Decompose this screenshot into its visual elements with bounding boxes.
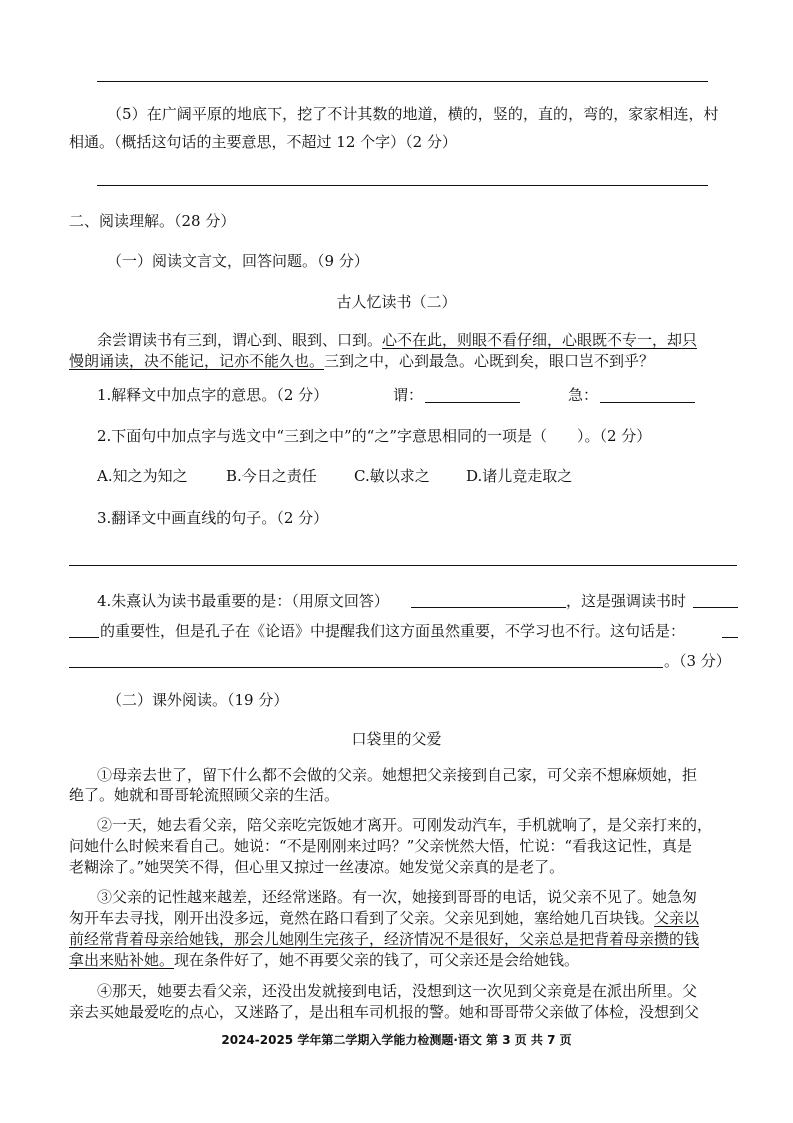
- passage-text: 余尝谓读书有三到，谓心到、眼到、口到。: [97, 331, 383, 349]
- question-3: 3.翻译文中画直线的句子。（2 分）: [97, 509, 329, 527]
- option-c[interactable]: C.敏以求之: [354, 467, 430, 485]
- question-4-part-4: 。（3 分）: [664, 652, 731, 670]
- paragraph-1-line-1: ①母亲去世了，留下什么都不会做的父亲。她想把父亲接到自己家，可父亲不想麻烦她，拒: [97, 766, 698, 784]
- story-title: 口袋里的父爱: [351, 730, 442, 748]
- answer-line: [69, 565, 737, 566]
- paragraph-text: 现在条件好了，她不再要父亲的钱了，可父亲还是会给她钱。: [174, 951, 580, 969]
- paragraph-2-line-1: ②一天，她去看父亲，陪父亲吃完饭她才离开。可刚发动汽车，手机就响了，是父亲打来的，: [97, 816, 713, 834]
- paragraph-3-line-1: ③父亲的记性越来越差，还经常迷路。有一次，她接到哥哥的电话，说父亲不见了。她急匆: [97, 888, 698, 906]
- word-label-1: 谓：: [393, 386, 424, 404]
- passage-title: 古人忆读书（二）: [336, 293, 457, 311]
- answer-blank[interactable]: [69, 667, 663, 668]
- option-d[interactable]: D.诸儿竞走取之: [466, 467, 573, 485]
- option-a[interactable]: A.知之为知之: [97, 467, 188, 485]
- option-b[interactable]: B.今日之责任: [226, 467, 317, 485]
- underlined-sentence: 慢朗诵读，决不能记，记亦不能久也。: [69, 352, 325, 370]
- paragraph-3-line-4: [69, 950, 579, 970]
- underlined-sentence: 心不在此，则眼不看仔细，心眼既不专一，却只: [382, 331, 698, 349]
- paragraph-2-line-2: 问她什么时候来看自己。她说：“不是刚刚来过吗？”父亲恍然大悟，忙说：“看我这记性，真是: [69, 837, 693, 855]
- answer-blank[interactable]: [425, 402, 520, 403]
- paragraph-1-line-2: 绝了。她就和哥哥轮流照顾父亲的生活。: [69, 786, 340, 804]
- answer-blank[interactable]: [69, 637, 99, 638]
- question-5-line-1: （5）在广阔平原的地底下，挖了不计其数的地道，横的，竖的，直的，弯的，家家相连，村: [107, 105, 719, 123]
- question-2: 2.下面句中加点字与选文中“三到之中”的“之”字意思相同的一项是（ ）。（2 分）: [97, 427, 652, 445]
- paragraph-3-line-3: 前经常背着母亲给她钱，那会儿她刚生完孩子，经济情况不是很好，父亲总是把背着母亲攒的钱: [69, 930, 700, 948]
- paragraph-4-line-2: 亲去买她最爱吃的点心，又迷路了，是出租车司机报的警。她和哥哥带父亲做了体检，没想到父: [69, 1003, 700, 1021]
- question-4-part-2: ，这是强调读书时: [566, 592, 687, 610]
- word-label-2: 急：: [568, 386, 599, 404]
- page-footer: 2024-2025 学年第二学期入学能力检测题·语文 第 3 页 共 7 页: [221, 1033, 572, 1047]
- part-1-title: （一）阅读文言文，回答问题。（9 分）: [107, 252, 369, 270]
- answer-blank[interactable]: [693, 607, 738, 608]
- question-1: 1.解释文中加点字的意思。（2 分）: [97, 386, 329, 404]
- paragraph-4-line-1: ④那天，她要去看父亲，还没出发就接到电话，没想到这一次见到父亲竟是在派出所里。父: [97, 982, 698, 1000]
- question-4-part-1: 4.朱熹认为读书最重要的是：（用原文回答）: [97, 592, 389, 610]
- answer-blank[interactable]: [722, 637, 738, 638]
- passage-line-1: [97, 330, 697, 350]
- passage-line-2: [69, 351, 654, 371]
- underlined-sentence: 拿出来贴补她。: [69, 951, 175, 969]
- paragraph-2-line-3: 老糊涂了。”她哭笑不得，但心里又掠过一丝凄凉。她发觉父亲真的是老了。: [69, 858, 565, 876]
- underlined-sentence: 父亲以: [654, 909, 700, 927]
- question-5-line-2: 相通。（概括这句话的主要意思，不超过 12 个字）（2 分）: [69, 133, 457, 151]
- answer-line: [97, 185, 708, 186]
- question-4-part-3: 的重要性，但是孔子在《论语》中提醒我们这方面虽然重要，不学习也不行。这句话是：: [100, 622, 686, 640]
- paragraph-text: 匆开车去寻找，刚开出没多远，竟然在路口看到了父亲。父亲见到她，塞给她几百块钱。: [69, 909, 655, 927]
- answer-blank[interactable]: [600, 402, 695, 403]
- part-2-title: （二）课外阅读。（19 分）: [107, 691, 289, 709]
- answer-blank[interactable]: [411, 607, 566, 608]
- paragraph-3-line-2: [69, 908, 699, 928]
- answer-line: [97, 81, 708, 82]
- section-title: 二、阅读理解。（28 分）: [69, 212, 236, 230]
- passage-text: 三到之中，心到最急。心既到矣，眼口岂不到乎？: [324, 352, 655, 370]
